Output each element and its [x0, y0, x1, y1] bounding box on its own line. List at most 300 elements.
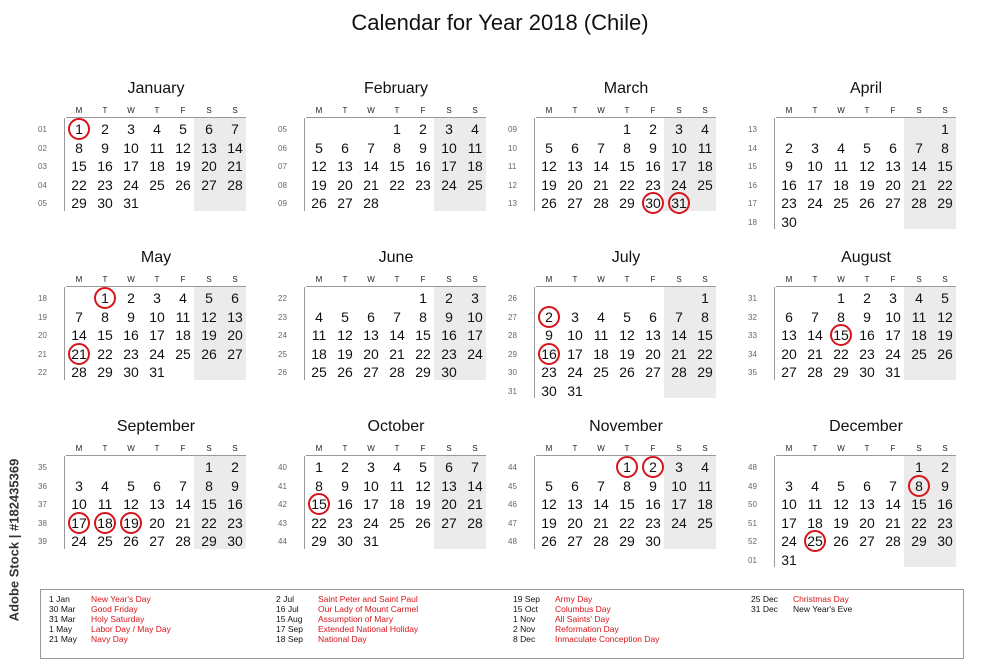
legend-column: [751, 594, 852, 614]
day-cell: 9: [649, 477, 657, 494]
legend-date: 19 Sep: [513, 594, 540, 604]
day-cell: 2: [785, 139, 793, 156]
stock-watermark: [0, 420, 28, 660]
day-cell: 5: [127, 477, 135, 494]
legend-holiday-name: Good Friday: [91, 604, 138, 614]
day-cell: 18: [311, 345, 327, 362]
day-cell: 18: [97, 514, 113, 531]
week-number: 05: [38, 199, 47, 208]
day-cell: 2: [127, 290, 135, 306]
day-cell: 19: [337, 345, 353, 362]
day-cell: 1: [315, 459, 323, 475]
week-number: 18: [748, 217, 757, 227]
legend-row: [276, 594, 418, 604]
day-cell: 26: [937, 345, 953, 362]
week-number: 11: [508, 162, 517, 171]
day-cell: 31: [363, 533, 379, 549]
weekday-label: M: [315, 106, 323, 115]
day-cell: 17: [807, 176, 823, 193]
week-number: 41: [278, 481, 287, 491]
day-cell: 13: [149, 496, 165, 512]
week-number: 39: [38, 537, 47, 546]
day-cell: 29: [937, 195, 953, 211]
week-number: 36: [38, 481, 47, 491]
day-cell: 25: [911, 345, 927, 362]
day-cell: 6: [231, 290, 239, 306]
day-cell: 16: [937, 496, 953, 512]
weekday-label: S: [446, 444, 452, 453]
day-cell: 19: [541, 514, 557, 531]
day-cell: 28: [363, 195, 379, 211]
week-number: 48: [508, 537, 517, 546]
month-august: [746, 249, 956, 409]
day-cell: 7: [597, 139, 605, 156]
legend-row: [49, 624, 171, 634]
day-cell: 3: [127, 121, 135, 137]
day-cell: 16: [859, 327, 875, 343]
day-cell: 17: [567, 345, 583, 362]
week-number: 43: [278, 518, 287, 528]
holiday-legend: [40, 589, 964, 659]
header-divider: [66, 117, 246, 118]
day-cell: 20: [885, 176, 901, 193]
day-cell: 29: [619, 533, 635, 549]
day-cell: 10: [123, 139, 139, 156]
day-cell: 7: [915, 139, 923, 156]
day-cell: 9: [941, 477, 949, 494]
weekday-label: F: [180, 106, 186, 115]
day-cell: 11: [697, 477, 713, 494]
day-cell: 15: [415, 327, 431, 343]
day-cell: 3: [471, 290, 479, 306]
legend-date: 2 Nov: [513, 624, 536, 634]
day-cell: 26: [311, 195, 327, 211]
day-cell: 13: [645, 327, 661, 343]
day-cell: 6: [571, 139, 579, 156]
legend-holiday-name: Our Lady of Mount Carmel: [318, 604, 419, 614]
day-cell: 4: [101, 477, 109, 494]
legend-holiday-name: Navy Day: [91, 634, 128, 644]
day-cell: 21: [363, 176, 379, 193]
day-cell: 30: [859, 364, 875, 380]
day-cell: 18: [149, 158, 165, 174]
day-cell: 27: [227, 345, 243, 362]
day-cell: 19: [619, 345, 635, 362]
weekday-label: S: [702, 444, 708, 453]
header-divider: [536, 286, 716, 287]
day-cell: 29: [311, 533, 327, 549]
day-cell: 7: [889, 477, 897, 494]
day-cell: 6: [889, 139, 897, 156]
day-cell: 25: [697, 514, 713, 531]
month-january: [36, 80, 246, 240]
day-cell: 20: [567, 514, 583, 531]
weekday-label: T: [154, 444, 160, 453]
day-cell: 1: [101, 290, 109, 306]
month-name: October: [367, 418, 425, 435]
week-number: 33: [748, 331, 757, 340]
day-cell: 9: [101, 139, 109, 156]
weekday-label: S: [916, 275, 922, 284]
day-cell: 9: [545, 327, 553, 343]
day-cell: 11: [97, 496, 113, 512]
day-cell: 15: [97, 327, 113, 343]
day-cell: 20: [337, 176, 353, 193]
week-number: 08: [278, 180, 287, 190]
legend-column: [513, 594, 659, 644]
day-cell: 21: [71, 345, 87, 362]
week-number: 14: [748, 143, 757, 153]
week-divider: [64, 456, 65, 549]
day-cell: 27: [781, 364, 797, 380]
day-cell: 17: [885, 327, 901, 343]
legend-date: 18 Sep: [276, 634, 303, 644]
week-number: 24: [278, 331, 287, 340]
day-cell: 2: [341, 459, 349, 475]
day-cell: 22: [71, 176, 87, 193]
day-cell: 5: [837, 477, 845, 494]
day-cell: 8: [393, 139, 401, 156]
weekday-label: S: [942, 106, 948, 115]
month-name: February: [363, 80, 429, 97]
day-cell: 15: [937, 158, 953, 174]
legend-date: 25 Dec: [751, 594, 778, 604]
weekday-label: W: [837, 444, 845, 453]
legend-column: [276, 594, 418, 644]
day-cell: 6: [341, 139, 349, 156]
stock-label: Adobe Stock | #182435369: [6, 458, 22, 622]
day-cell: 6: [445, 459, 453, 475]
day-cell: 31: [123, 195, 139, 211]
legend-holiday-name: Reformation Day: [555, 624, 619, 634]
day-cell: 25: [833, 195, 849, 211]
legend-date: 21 May: [49, 634, 77, 644]
day-cell: 8: [915, 477, 923, 494]
day-cell: 4: [153, 121, 161, 137]
week-number: 02: [38, 143, 47, 153]
day-cell: 17: [467, 327, 483, 343]
day-cell: 26: [337, 364, 353, 380]
day-cell: 12: [833, 496, 849, 512]
header-divider: [776, 117, 956, 118]
week-number: 07: [278, 162, 287, 171]
weekday-label: S: [232, 275, 238, 284]
day-cell: 28: [389, 364, 405, 380]
weekday-label: S: [702, 275, 708, 284]
day-cell: 6: [367, 308, 375, 325]
day-cell: 10: [363, 477, 379, 494]
week-number: 03: [38, 162, 47, 171]
legend-row: [276, 624, 418, 634]
day-cell: 20: [567, 176, 583, 193]
day-cell: 18: [911, 327, 927, 343]
day-cell: 27: [645, 364, 661, 380]
weekday-label: T: [342, 275, 348, 284]
day-cell: 21: [593, 176, 609, 193]
day-cell: 26: [201, 345, 217, 362]
day-cell: 22: [415, 345, 431, 362]
day-cell: 29: [833, 364, 849, 380]
day-cell: 21: [175, 514, 191, 531]
week-number: 31: [508, 386, 517, 396]
day-cell: 24: [123, 176, 139, 193]
legend-date: 16 Jul: [276, 604, 299, 614]
week-divider: [774, 118, 775, 229]
month-december: [746, 418, 956, 578]
day-cell: 16: [781, 176, 797, 193]
day-cell: 21: [593, 514, 609, 531]
weekday-label: T: [624, 275, 630, 284]
legend-date: 31 Dec: [751, 604, 778, 614]
day-cell: 26: [123, 533, 139, 549]
day-cell: 31: [567, 382, 583, 399]
day-cell: 23: [123, 345, 139, 362]
day-cell: 11: [833, 158, 849, 174]
week-number: 40: [278, 463, 287, 472]
day-cell: 28: [71, 364, 87, 380]
weekday-label: S: [916, 444, 922, 453]
day-cell: 21: [389, 345, 405, 362]
day-cell: 29: [415, 364, 431, 380]
day-cell: 17: [671, 496, 687, 512]
day-cell: 25: [97, 533, 113, 549]
week-number: 09: [508, 125, 517, 134]
day-cell: 22: [201, 514, 217, 531]
day-cell: 28: [175, 533, 191, 549]
day-cell: 27: [363, 364, 379, 380]
legend-holiday-name: Inmaculate Conception Day: [555, 634, 660, 644]
week-number: 05: [278, 125, 287, 134]
day-cell: 14: [885, 496, 901, 512]
weekday-label: T: [572, 106, 578, 115]
day-cell: 14: [911, 158, 927, 174]
day-cell: 14: [227, 139, 243, 156]
day-cell: 1: [941, 121, 949, 137]
day-cell: 26: [415, 514, 431, 531]
day-cell: 15: [911, 496, 927, 512]
day-cell: 5: [623, 308, 631, 325]
month-may: [36, 249, 246, 409]
day-cell: 14: [671, 327, 687, 343]
weekday-label: T: [864, 275, 870, 284]
month-november: [506, 418, 716, 578]
day-cell: 8: [315, 477, 323, 494]
legend-date: 31 Mar: [49, 614, 76, 624]
week-number: 48: [748, 463, 757, 472]
day-cell: 18: [807, 514, 823, 531]
day-cell: 29: [619, 195, 635, 211]
day-cell: 25: [593, 364, 609, 380]
week-divider: [304, 118, 305, 211]
day-cell: 24: [567, 364, 583, 380]
header-divider: [66, 286, 246, 287]
day-cell: 20: [645, 345, 661, 362]
weekday-label: M: [315, 275, 323, 284]
day-cell: 10: [671, 477, 687, 494]
weekday-label: M: [545, 275, 553, 284]
week-number: 13: [508, 199, 517, 208]
day-cell: 28: [593, 195, 609, 211]
week-number: 37: [38, 500, 47, 509]
day-cell: 3: [675, 459, 683, 475]
day-cell: 20: [781, 345, 797, 362]
day-cell: 28: [467, 514, 483, 531]
day-cell: 3: [445, 121, 453, 137]
day-cell: 24: [781, 533, 797, 549]
day-cell: 26: [541, 533, 557, 549]
week-number: 04: [38, 180, 47, 190]
day-cell: 11: [389, 477, 405, 494]
week-number: 19: [38, 312, 47, 322]
weekday-label: F: [420, 444, 426, 453]
legend-row: [276, 634, 418, 644]
day-cell: 21: [467, 496, 483, 512]
day-cell: 11: [175, 308, 191, 325]
weekday-label: S: [206, 106, 212, 115]
day-cell: 1: [393, 121, 401, 137]
week-number: 15: [748, 162, 757, 171]
day-cell: 1: [915, 459, 923, 475]
weekday-label: S: [472, 444, 478, 453]
legend-row: [513, 634, 659, 644]
weekday-label: S: [702, 106, 708, 115]
day-cell: 30: [123, 364, 139, 380]
day-cell: 8: [941, 139, 949, 156]
month-name: January: [127, 80, 185, 97]
day-cell: 13: [337, 158, 353, 174]
weekday-label: W: [367, 444, 375, 453]
day-cell: 19: [175, 158, 191, 174]
day-cell: 10: [467, 308, 483, 325]
legend-row: [49, 614, 171, 624]
weekday-label: W: [597, 444, 605, 453]
week-number: 47: [508, 518, 517, 528]
day-cell: 12: [123, 496, 139, 512]
week-number: 34: [748, 349, 757, 359]
day-cell: 7: [179, 477, 187, 494]
day-cell: 27: [859, 533, 875, 549]
day-cell: 23: [645, 176, 661, 193]
legend-row: [49, 594, 171, 604]
header-divider: [536, 117, 716, 118]
day-cell: 9: [863, 308, 871, 325]
day-cell: 19: [859, 176, 875, 193]
day-cell: 19: [415, 496, 431, 512]
day-cell: 28: [807, 364, 823, 380]
weekday-label: T: [342, 444, 348, 453]
legend-date: 15 Oct: [513, 604, 539, 614]
day-cell: 18: [697, 158, 713, 174]
legend-holiday-name: Saint Peter and Saint Paul: [318, 594, 418, 604]
weekday-label: M: [785, 275, 793, 284]
weekday-label: T: [154, 275, 160, 284]
day-cell: 26: [833, 533, 849, 549]
day-cell: 26: [541, 195, 557, 211]
day-cell: 11: [467, 139, 483, 156]
day-cell: 5: [205, 290, 213, 306]
day-cell: 1: [623, 459, 631, 475]
day-cell: 9: [445, 308, 453, 325]
day-cell: 4: [471, 121, 479, 137]
month-april: [746, 80, 956, 240]
day-cell: 23: [415, 176, 431, 193]
weekday-label: T: [394, 275, 400, 284]
day-cell: 19: [123, 514, 139, 531]
month-june: [276, 249, 486, 409]
day-cell: 24: [671, 514, 687, 531]
day-cell: 24: [467, 345, 483, 362]
day-cell: 30: [97, 195, 113, 211]
day-cell: 23: [541, 364, 557, 380]
weekday-label: F: [650, 444, 656, 453]
weekday-label: S: [446, 275, 452, 284]
header-divider: [306, 117, 486, 118]
day-cell: 15: [833, 327, 849, 343]
day-cell: 6: [571, 477, 579, 494]
day-cell: 15: [619, 496, 635, 512]
day-cell: 24: [441, 176, 457, 193]
legend-row: [751, 594, 852, 604]
day-cell: 3: [675, 121, 683, 137]
day-cell: 16: [645, 496, 661, 512]
day-cell: 29: [201, 533, 217, 549]
day-cell: 31: [885, 364, 901, 380]
legend-row: [513, 594, 659, 604]
day-cell: 27: [337, 195, 353, 211]
day-cell: 2: [231, 459, 239, 475]
day-cell: 27: [441, 514, 457, 531]
day-cell: 15: [311, 496, 327, 512]
day-cell: 18: [593, 345, 609, 362]
day-cell: 27: [149, 533, 165, 549]
header-divider: [306, 286, 486, 287]
day-cell: 3: [367, 459, 375, 475]
day-cell: 2: [649, 459, 657, 475]
day-cell: 12: [859, 158, 875, 174]
day-cell: 7: [675, 308, 683, 325]
day-cell: 26: [859, 195, 875, 211]
day-cell: 8: [837, 308, 845, 325]
week-number: 01: [748, 555, 757, 565]
day-cell: 12: [937, 308, 953, 325]
day-cell: 4: [393, 459, 401, 475]
week-number: 17: [748, 199, 757, 208]
weekday-label: M: [545, 444, 553, 453]
week-number: 26: [508, 294, 517, 303]
day-cell: 30: [781, 213, 797, 230]
day-cell: 8: [623, 477, 631, 494]
day-cell: 15: [71, 158, 87, 174]
day-cell: 22: [389, 176, 405, 193]
month-name: July: [611, 249, 641, 266]
weekday-label: M: [75, 106, 83, 115]
weekday-label: T: [624, 444, 630, 453]
weekday-label: T: [102, 106, 108, 115]
week-number: 09: [278, 199, 287, 208]
day-cell: 22: [619, 176, 635, 193]
day-cell: 11: [593, 327, 609, 343]
week-number: 16: [748, 180, 757, 190]
day-cell: 24: [885, 345, 901, 362]
day-cell: 7: [393, 308, 401, 325]
day-cell: 17: [149, 327, 165, 343]
day-cell: 12: [541, 158, 557, 174]
legend-holiday-name: Columbus Day: [555, 604, 611, 614]
week-number: 35: [38, 463, 47, 472]
day-cell: 3: [153, 290, 161, 306]
weekday-label: M: [545, 106, 553, 115]
month-name: June: [378, 249, 414, 266]
